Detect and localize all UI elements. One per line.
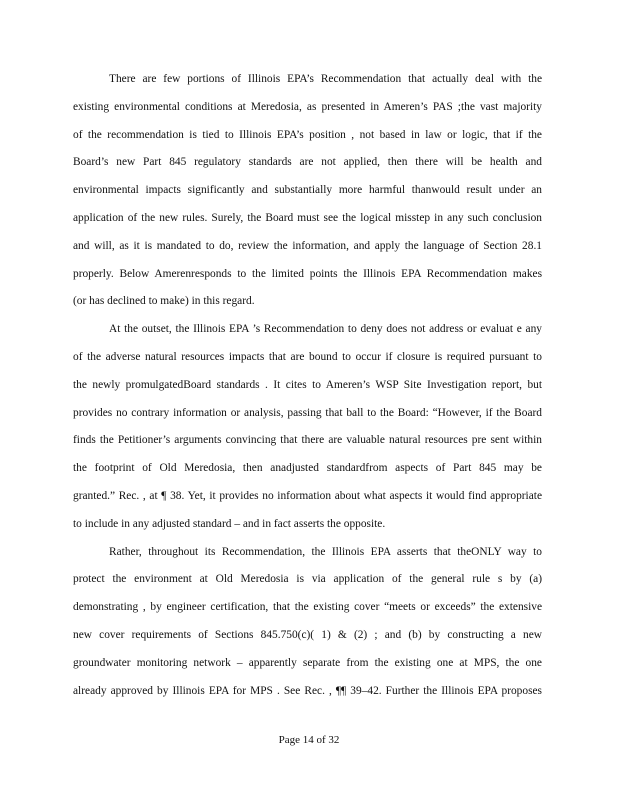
text-line: application of the new rules. Surely, the Board must see the logical misstep in any such conclusion	[73, 211, 542, 224]
text-line: and will, as it is mandated to do, review the information, and apply the language of Section 28.1	[73, 239, 542, 252]
text-line: (or has declined to make) in this regard.	[73, 295, 255, 308]
text-line: protect the environment at Old Meredosia is via application of the general rule s by (a)	[73, 573, 542, 586]
text-line: granted.” Rec. , at ¶ 38. Yet, it provides no information about what aspects it would find appropriate	[73, 489, 542, 502]
paragraph-1	[73, 70, 542, 320]
text-line: There are few portions of Illinois EPA’s Recommendation that actually deal with the	[109, 73, 542, 85]
text-line: At the outset, the Illinois EPA ’s Recommendation to deny does not address or evaluat e any	[109, 323, 542, 336]
text-line: the newly promulgatedBoard standards . It cites to Ameren’s WSP Site Investigation report, but	[73, 378, 542, 391]
text-line: environmental impacts significantly and substantially more harmful thanwould result under an	[73, 184, 542, 197]
text-line: existing environmental conditions at Meredosia, as presented in Ameren’s PAS ;the vast majority	[73, 100, 542, 113]
text-line: to include in any adjusted standard – and in fact asserts the opposite.	[73, 517, 386, 530]
text-line: provides no contrary information or analysis, passing that ball to the Board: “However, if the Board	[73, 406, 542, 419]
text-line: already approved by Illinois EPA for MPS . See Rec. , ¶¶ 39–42. Further the Illinois EPA proposes	[73, 684, 542, 697]
text-line: new cover requirements of Sections 845.750(c)( 1) & (2) ; and (b) by constructing a new	[73, 628, 542, 641]
text-line: of the adverse natural resources impacts that are bound to occur if closure is required pursuant to	[73, 350, 542, 363]
body-text	[73, 70, 542, 709]
text-line: finds the Petitioner’s arguments convincing that there are valuable natural resources pre sent within	[73, 434, 542, 447]
text-line: Board’s new Part 845 regulatory standards are not applied, then there will be health and	[73, 156, 542, 169]
page-number: Page 14 of 32	[278, 734, 340, 746]
text-line: properly. Below Amerenresponds to the limited points the Illinois EPA Recommendation makes	[73, 267, 542, 280]
text-line: groundwater monitoring network – apparently separate from the existing one at MPS, the one	[73, 656, 542, 669]
paragraph-3	[73, 543, 542, 710]
paragraph-2	[73, 320, 542, 542]
text-line: demonstrating , by engineer certification, that the existing cover “meets or exceeds” the extensive	[73, 601, 542, 614]
page-footer	[0, 734, 618, 746]
text-line: the footprint of Old Meredosia, then anadjusted standardfrom aspects of Part 845 may be	[73, 462, 542, 475]
text-line: Rather, throughout its Recommendation, the Illinois EPA asserts that theONLY way to	[109, 545, 542, 558]
text-line: of the recommendation is tied to Illinois EPA’s position , not based in law or logic, that if the	[73, 128, 542, 141]
